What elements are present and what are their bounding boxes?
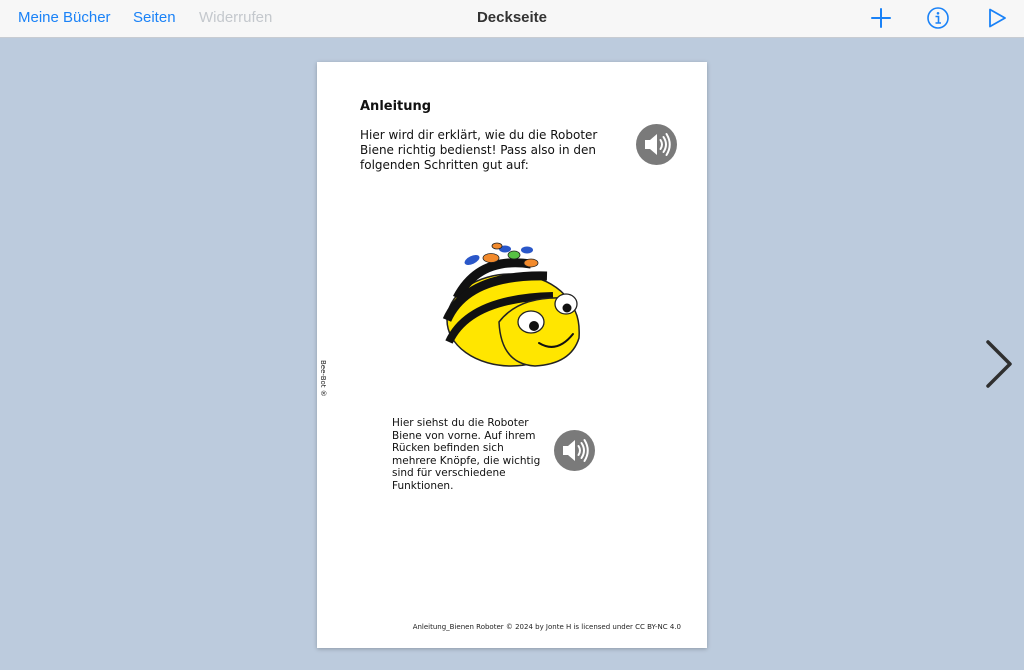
undo-button: Widerrufen (199, 9, 273, 26)
speaker-icon (636, 124, 677, 165)
page-heading: Anleitung (360, 99, 432, 114)
play-icon[interactable] (985, 6, 1009, 30)
top-toolbar (0, 0, 1024, 38)
speaker-button-intro[interactable] (636, 124, 677, 165)
chevron-right-icon[interactable] (982, 338, 1016, 390)
license-footer: Anleitung_Bienen Roboter © 2024 by Jonte H is licensed under CC BY-NC 4.0 (412, 623, 681, 631)
book-page (317, 62, 707, 648)
intro-text: Hier wird dir erklärt, wie du die Roboter Biene richtig bedienst! Pass also in den folgenden Schritten gut auf: (360, 128, 598, 172)
plus-icon[interactable] (869, 6, 893, 30)
pages-button[interactable]: Seiten (133, 9, 176, 26)
speaker-icon (554, 430, 595, 471)
info-icon[interactable] (926, 6, 950, 30)
my-books-button[interactable]: Meine Bücher (18, 9, 111, 26)
speaker-button-description[interactable] (554, 430, 595, 471)
bee-bot-label: Bee-Bot ® (319, 360, 327, 397)
bee-bot-image (439, 238, 589, 373)
page-title: Deckseite (476, 9, 548, 26)
description-text: Hier siehst du die Roboter Biene von vorne. Auf ihrem Rücken befinden sich mehrere Knöpfe, die wichtig sind für verschiedene Funktionen. (392, 417, 541, 492)
